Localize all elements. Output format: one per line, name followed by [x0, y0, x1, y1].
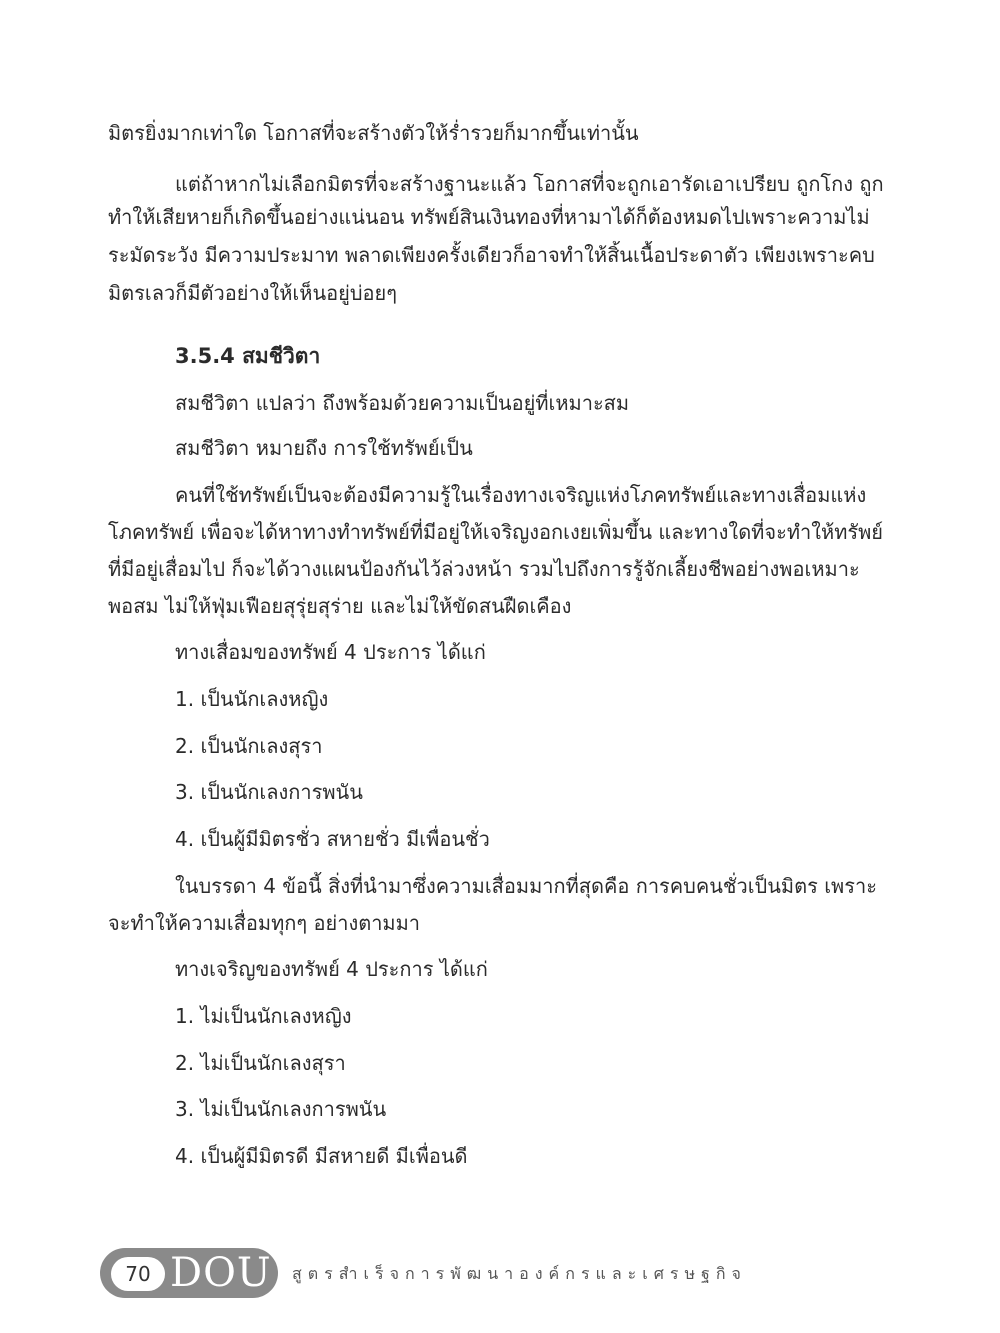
paragraph-2-line-1: แต่ถ้าหากไม่เลือกมิตรที่จะสร้างฐานะแล้ว โอกาสที่จะถูกเอารัดเอาเปรียบ ถูกโกง ถูก	[175, 172, 884, 196]
book-title: สูตรสำเร็จการพัฒนาองค์กรและเศรษฐกิจ	[292, 1264, 747, 1283]
paragraph-4-line-1: ในบรรดา 4 ข้อนี้ สิ่งที่นำมาซึ่งความเสื่อมมากที่สุดคือ การคบคนชั่วเป็นมิตร เพราะ	[175, 874, 877, 898]
prosper-item-1: 1. ไม่เป็นนักเลงหญิง	[175, 1004, 352, 1028]
paragraph-3-line-3: ที่มีอยู่เสื่อมไป ก็จะได้วางแผนป้องกันไว้ล่วงหน้า รวมไปถึงการรู้จักเลี้ยงชีพอย่างพอเหมาะ	[108, 557, 860, 581]
page-number: 70	[111, 1257, 165, 1291]
paragraph-4-line-2: จะทำให้ความเสื่อมทุกๆ อย่างตามมา	[108, 911, 421, 935]
meaning-line: สมชีวิตา แปลว่า ถึงพร้อมด้วยความเป็นอยู่ที่เหมาะสม	[175, 391, 630, 415]
paragraph-2-line-3: ระมัดระวัง มีความประมาท พลาดเพียงครั้งเดียวก็อาจทำให้สิ้นเนื้อประดาตัว เพียงเพราะคบ	[108, 243, 875, 267]
paragraph-2-line-4: มิตรเลวก็มีตัวอย่างให้เห็นอยู่บ่อยๆ	[108, 281, 398, 305]
prosper-intro: ทางเจริญของทรัพย์ 4 ประการ ได้แก่	[175, 957, 488, 981]
paragraph-1-line-1: มิตรยิ่งมากเท่าใด โอกาสที่จะสร้างตัวให้ร่ำรวยก็มากขึ้นเท่านั้น	[108, 121, 639, 145]
definition-line: สมชีวิตา หมายถึง การใช้ทรัพย์เป็น	[175, 436, 473, 460]
decline-item-3: 3. เป็นนักเลงการพนัน	[175, 780, 363, 804]
decline-item-4: 4. เป็นผู้มีมิตรชั่ว สหายชั่ว มีเพื่อนชั่ว	[175, 827, 490, 851]
paragraph-2-line-2: ทำให้เสียหายก็เกิดขึ้นอย่างแน่นอน ทรัพย์สินเงินทองที่หามาได้ก็ต้องหมดไปเพราะความไม่	[108, 205, 870, 229]
section-heading: 3.5.4 สมชีวิตา	[175, 344, 321, 368]
decline-item-1: 1. เป็นนักเลงหญิง	[175, 687, 329, 711]
decline-item-2: 2. เป็นนักเลงสุรา	[175, 734, 323, 758]
prosper-item-3: 3. ไม่เป็นนักเลงการพนัน	[175, 1097, 387, 1121]
paragraph-3-line-2: โภคทรัพย์ เพื่อจะได้หาทางทำทรัพย์ที่มีอยู่ให้เจริญงอกเงยเพิ่มขึ้น และทางใดที่จะทำให้ทรัพย์	[108, 520, 884, 544]
decline-intro: ทางเสื่อมของทรัพย์ 4 ประการ ได้แก่	[175, 640, 486, 664]
brand-logo: DOU	[170, 1250, 272, 1296]
prosper-item-4: 4. เป็นผู้มีมิตรดี มีสหายดี มีเพื่อนดี	[175, 1144, 468, 1168]
paragraph-3-line-1: คนที่ใช้ทรัพย์เป็นจะต้องมีความรู้ในเรื่องทางเจริญแห่งโภคทรัพย์และทางเสื่อมแห่ง	[175, 483, 867, 507]
prosper-item-2: 2. ไม่เป็นนักเลงสุรา	[175, 1051, 346, 1075]
paragraph-3-line-4: พอสม ไม่ให้ฟุ่มเฟือยสุรุ่ยสุร่าย และไม่ให้ขัดสนฝืดเคือง	[108, 594, 572, 618]
